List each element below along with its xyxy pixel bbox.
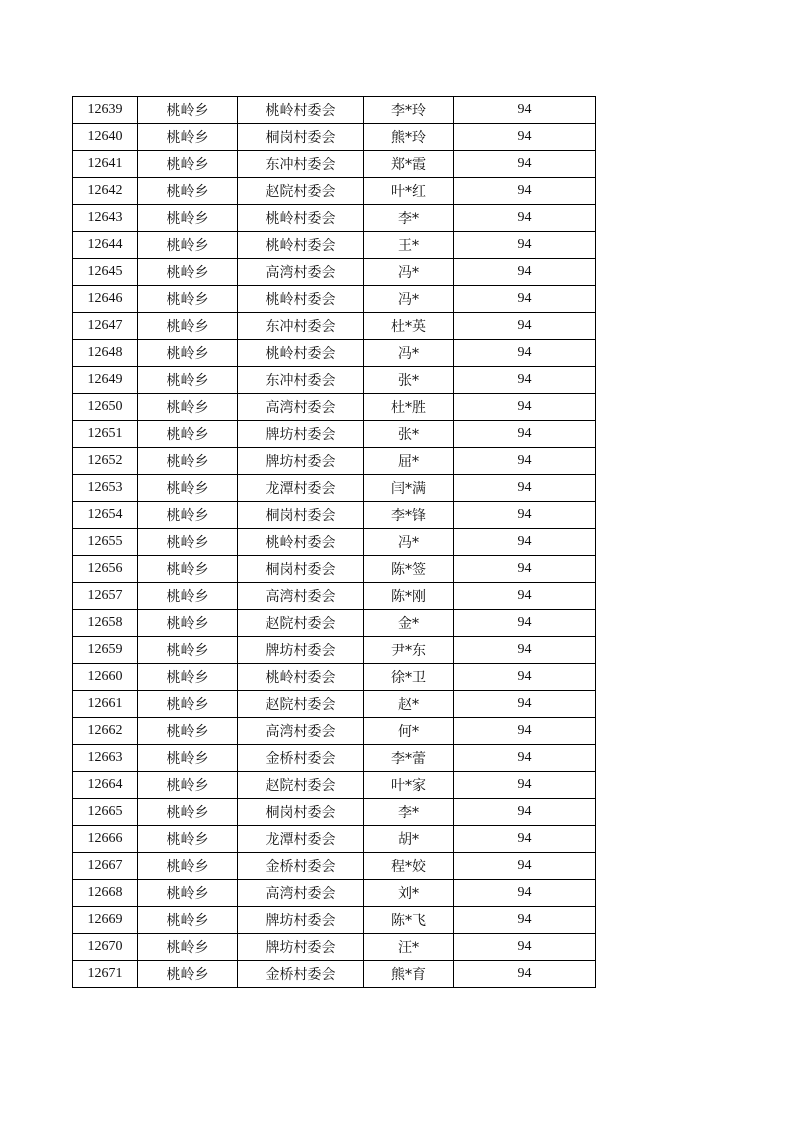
name-cell: 汪*: [364, 934, 454, 961]
township-cell: 桃岭乡: [138, 691, 238, 718]
township-cell: 桃岭乡: [138, 934, 238, 961]
village-committee-cell: 桃岭村委会: [238, 232, 364, 259]
score-cell: 94: [454, 151, 596, 178]
score-cell: 94: [454, 826, 596, 853]
township-cell: 桃岭乡: [138, 637, 238, 664]
score-cell: 94: [454, 259, 596, 286]
village-committee-cell: 桐岗村委会: [238, 502, 364, 529]
village-committee-cell: 桃岭村委会: [238, 340, 364, 367]
township-cell: 桃岭乡: [138, 421, 238, 448]
table-row: [73, 394, 596, 421]
township-cell: 桃岭乡: [138, 448, 238, 475]
score-cell: 94: [454, 853, 596, 880]
table-row: [73, 124, 596, 151]
table-row: [73, 205, 596, 232]
serial-number-cell: 12664: [73, 772, 138, 799]
table-row: [73, 502, 596, 529]
township-cell: 桃岭乡: [138, 610, 238, 637]
name-cell: 冯*: [364, 286, 454, 313]
table-row: [73, 556, 596, 583]
township-cell: 桃岭乡: [138, 529, 238, 556]
name-cell: 郑*霞: [364, 151, 454, 178]
serial-number-cell: 12668: [73, 880, 138, 907]
township-cell: 桃岭乡: [138, 745, 238, 772]
score-cell: 94: [454, 691, 596, 718]
table-row: [73, 448, 596, 475]
village-committee-cell: 桃岭村委会: [238, 529, 364, 556]
serial-number-cell: 12642: [73, 178, 138, 205]
name-cell: 金*: [364, 610, 454, 637]
village-committee-cell: 金桥村委会: [238, 853, 364, 880]
table-row: [73, 961, 596, 988]
serial-number-cell: 12647: [73, 313, 138, 340]
table-row: [73, 313, 596, 340]
township-cell: 桃岭乡: [138, 286, 238, 313]
name-cell: 李*玲: [364, 97, 454, 124]
table-row: [73, 880, 596, 907]
serial-number-cell: 12639: [73, 97, 138, 124]
table-row: [73, 907, 596, 934]
score-cell: 94: [454, 502, 596, 529]
table-row: [73, 772, 596, 799]
table-row: [73, 367, 596, 394]
village-committee-cell: 桐岗村委会: [238, 124, 364, 151]
score-cell: 94: [454, 475, 596, 502]
table-row: [73, 286, 596, 313]
serial-number-cell: 12667: [73, 853, 138, 880]
score-cell: 94: [454, 637, 596, 664]
village-committee-cell: 桃岭村委会: [238, 664, 364, 691]
village-committee-cell: 牌坊村委会: [238, 448, 364, 475]
name-cell: 冯*: [364, 340, 454, 367]
village-committee-cell: 东冲村委会: [238, 367, 364, 394]
score-cell: 94: [454, 421, 596, 448]
village-committee-cell: 桐岗村委会: [238, 799, 364, 826]
serial-number-cell: 12658: [73, 610, 138, 637]
township-cell: 桃岭乡: [138, 664, 238, 691]
name-cell: 赵*: [364, 691, 454, 718]
township-cell: 桃岭乡: [138, 502, 238, 529]
table-row: [73, 421, 596, 448]
serial-number-cell: 12650: [73, 394, 138, 421]
score-cell: 94: [454, 961, 596, 988]
name-cell: 李*: [364, 205, 454, 232]
serial-number-cell: 12645: [73, 259, 138, 286]
score-cell: 94: [454, 610, 596, 637]
name-cell: 李*锋: [364, 502, 454, 529]
name-cell: 熊*玲: [364, 124, 454, 151]
score-cell: 94: [454, 178, 596, 205]
name-cell: 陈*签: [364, 556, 454, 583]
score-cell: 94: [454, 394, 596, 421]
score-cell: 94: [454, 880, 596, 907]
township-cell: 桃岭乡: [138, 907, 238, 934]
serial-number-cell: 12661: [73, 691, 138, 718]
village-committee-cell: 牌坊村委会: [238, 421, 364, 448]
name-cell: 程*姣: [364, 853, 454, 880]
name-cell: 王*: [364, 232, 454, 259]
table-row: [73, 934, 596, 961]
score-cell: 94: [454, 907, 596, 934]
table-row: [73, 826, 596, 853]
name-cell: 陈*飞: [364, 907, 454, 934]
village-committee-cell: 赵院村委会: [238, 772, 364, 799]
serial-number-cell: 12648: [73, 340, 138, 367]
serial-number-cell: 12657: [73, 583, 138, 610]
serial-number-cell: 12665: [73, 799, 138, 826]
name-cell: 熊*育: [364, 961, 454, 988]
township-cell: 桃岭乡: [138, 394, 238, 421]
name-cell: 徐*卫: [364, 664, 454, 691]
village-committee-cell: 龙潭村委会: [238, 475, 364, 502]
name-cell: 冯*: [364, 259, 454, 286]
score-cell: 94: [454, 799, 596, 826]
score-cell: 94: [454, 205, 596, 232]
village-committee-cell: 高湾村委会: [238, 259, 364, 286]
name-cell: 尹*东: [364, 637, 454, 664]
serial-number-cell: 12649: [73, 367, 138, 394]
serial-number-cell: 12652: [73, 448, 138, 475]
score-cell: 94: [454, 286, 596, 313]
score-cell: 94: [454, 745, 596, 772]
township-cell: 桃岭乡: [138, 313, 238, 340]
serial-number-cell: 12646: [73, 286, 138, 313]
township-cell: 桃岭乡: [138, 475, 238, 502]
table-row: [73, 475, 596, 502]
name-cell: 胡*: [364, 826, 454, 853]
serial-number-cell: 12654: [73, 502, 138, 529]
name-cell: 何*: [364, 718, 454, 745]
score-cell: 94: [454, 97, 596, 124]
serial-number-cell: 12643: [73, 205, 138, 232]
village-committee-cell: 桃岭村委会: [238, 286, 364, 313]
township-cell: 桃岭乡: [138, 124, 238, 151]
township-cell: 桃岭乡: [138, 151, 238, 178]
score-cell: 94: [454, 232, 596, 259]
table-row: [73, 718, 596, 745]
score-cell: 94: [454, 772, 596, 799]
serial-number-cell: 12671: [73, 961, 138, 988]
serial-number-cell: 12644: [73, 232, 138, 259]
score-cell: 94: [454, 529, 596, 556]
name-cell: 杜*英: [364, 313, 454, 340]
table-row: [73, 178, 596, 205]
table-body: [73, 97, 596, 988]
township-cell: 桃岭乡: [138, 556, 238, 583]
township-cell: 桃岭乡: [138, 961, 238, 988]
township-cell: 桃岭乡: [138, 259, 238, 286]
village-committee-cell: 金桥村委会: [238, 961, 364, 988]
serial-number-cell: 12640: [73, 124, 138, 151]
village-committee-cell: 高湾村委会: [238, 718, 364, 745]
serial-number-cell: 12666: [73, 826, 138, 853]
village-committee-cell: 龙潭村委会: [238, 826, 364, 853]
township-cell: 桃岭乡: [138, 205, 238, 232]
township-cell: 桃岭乡: [138, 718, 238, 745]
village-committee-cell: 桐岗村委会: [238, 556, 364, 583]
village-committee-cell: 赵院村委会: [238, 178, 364, 205]
township-cell: 桃岭乡: [138, 799, 238, 826]
score-cell: 94: [454, 448, 596, 475]
township-cell: 桃岭乡: [138, 772, 238, 799]
serial-number-cell: 12669: [73, 907, 138, 934]
township-cell: 桃岭乡: [138, 97, 238, 124]
serial-number-cell: 12660: [73, 664, 138, 691]
data-table: [72, 96, 596, 988]
table-row: [73, 97, 596, 124]
table-row: [73, 610, 596, 637]
township-cell: 桃岭乡: [138, 826, 238, 853]
village-committee-cell: 牌坊村委会: [238, 907, 364, 934]
score-cell: 94: [454, 313, 596, 340]
village-committee-cell: 赵院村委会: [238, 610, 364, 637]
table-row: [73, 799, 596, 826]
table-row: [73, 529, 596, 556]
township-cell: 桃岭乡: [138, 367, 238, 394]
serial-number-cell: 12670: [73, 934, 138, 961]
table-row: [73, 259, 596, 286]
score-cell: 94: [454, 340, 596, 367]
township-cell: 桃岭乡: [138, 853, 238, 880]
name-cell: 刘*: [364, 880, 454, 907]
serial-number-cell: 12641: [73, 151, 138, 178]
table-row: [73, 340, 596, 367]
village-committee-cell: 桃岭村委会: [238, 205, 364, 232]
name-cell: 叶*红: [364, 178, 454, 205]
name-cell: 杜*胜: [364, 394, 454, 421]
village-committee-cell: 牌坊村委会: [238, 637, 364, 664]
village-committee-cell: 桃岭村委会: [238, 97, 364, 124]
serial-number-cell: 12659: [73, 637, 138, 664]
name-cell: 李*蕾: [364, 745, 454, 772]
table-row: [73, 664, 596, 691]
name-cell: 屈*: [364, 448, 454, 475]
name-cell: 张*: [364, 367, 454, 394]
village-committee-cell: 金桥村委会: [238, 745, 364, 772]
village-committee-cell: 赵院村委会: [238, 691, 364, 718]
name-cell: 张*: [364, 421, 454, 448]
township-cell: 桃岭乡: [138, 178, 238, 205]
village-committee-cell: 东冲村委会: [238, 313, 364, 340]
name-cell: 闫*满: [364, 475, 454, 502]
village-committee-cell: 牌坊村委会: [238, 934, 364, 961]
score-cell: 94: [454, 718, 596, 745]
name-cell: 李*: [364, 799, 454, 826]
table-row: [73, 691, 596, 718]
score-cell: 94: [454, 664, 596, 691]
township-cell: 桃岭乡: [138, 880, 238, 907]
name-cell: 冯*: [364, 529, 454, 556]
serial-number-cell: 12662: [73, 718, 138, 745]
serial-number-cell: 12656: [73, 556, 138, 583]
village-committee-cell: 高湾村委会: [238, 583, 364, 610]
score-cell: 94: [454, 556, 596, 583]
table-row: [73, 151, 596, 178]
serial-number-cell: 12653: [73, 475, 138, 502]
table-row: [73, 232, 596, 259]
village-committee-cell: 高湾村委会: [238, 394, 364, 421]
name-cell: 叶*家: [364, 772, 454, 799]
score-cell: 94: [454, 367, 596, 394]
township-cell: 桃岭乡: [138, 232, 238, 259]
table-row: [73, 583, 596, 610]
table-row: [73, 853, 596, 880]
township-cell: 桃岭乡: [138, 583, 238, 610]
village-committee-cell: 高湾村委会: [238, 880, 364, 907]
score-cell: 94: [454, 934, 596, 961]
score-cell: 94: [454, 583, 596, 610]
score-cell: 94: [454, 124, 596, 151]
township-cell: 桃岭乡: [138, 340, 238, 367]
serial-number-cell: 12651: [73, 421, 138, 448]
table-row: [73, 745, 596, 772]
serial-number-cell: 12655: [73, 529, 138, 556]
village-committee-cell: 东冲村委会: [238, 151, 364, 178]
table-row: [73, 637, 596, 664]
name-cell: 陈*刚: [364, 583, 454, 610]
serial-number-cell: 12663: [73, 745, 138, 772]
